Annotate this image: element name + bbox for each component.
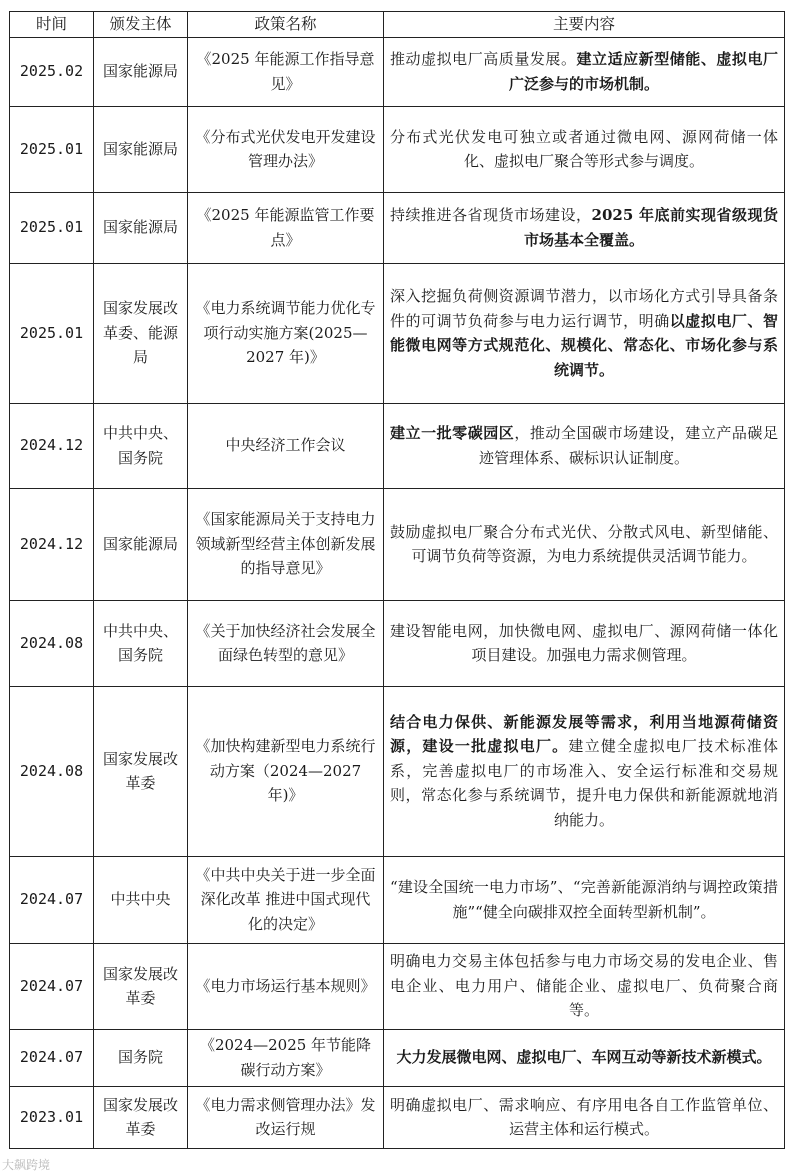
row-policy-name: 《国家能源局关于支持电力领域新型经营主体创新发展的指导意见》 bbox=[188, 488, 384, 600]
policy-table bbox=[9, 11, 785, 1149]
content-text: “建设全国统一电力市场”、“完善新能源消纳与调控政策措施”“健全向碳排双控全面转型新机制”。 bbox=[390, 878, 778, 921]
table-row bbox=[10, 403, 785, 488]
row-content bbox=[384, 686, 785, 856]
table-row bbox=[10, 263, 785, 403]
content-text: ，推动全国碳市场建设，建立产品碳足迹管理体系、碳标识认证制度。 bbox=[478, 424, 778, 467]
row-issuer: 国家能源局 bbox=[94, 37, 188, 106]
row-policy-name: 中央经济工作会议 bbox=[188, 403, 384, 488]
content-text: 深入挖掘负荷侧资源调节潜力，以市场化方式引导具备条件的可调节负荷参与电力运行调节，明确 bbox=[390, 287, 778, 330]
row-policy-name: 《2024—2025 年节能降碳行动方案》 bbox=[188, 1029, 384, 1086]
table-row bbox=[10, 856, 785, 943]
row-policy-name: 《电力系统调节能力优化专项行动实施方案(2025—2027 年)》 bbox=[188, 263, 384, 403]
row-date: 2024.07 bbox=[10, 856, 94, 943]
content-emphasis: 大力发展微电网、虚拟电厂、车网互动等新技术新模式。 bbox=[396, 1048, 772, 1067]
row-issuer: 中共中央、国务院 bbox=[94, 600, 188, 686]
watermark: 大飙跨境 bbox=[2, 1158, 51, 1172]
content-text: 分布式光伏发电可独立或者通过微电网、源网荷储一体化、虚拟电厂聚合等形式参与调度。 bbox=[390, 127, 778, 170]
header-policy-name: 政策名称 bbox=[188, 12, 384, 38]
header-row bbox=[10, 12, 785, 38]
row-content bbox=[384, 37, 785, 106]
table-row bbox=[10, 1086, 785, 1148]
table-row bbox=[10, 686, 785, 856]
content-text: 持续推进各省现货市场建设， bbox=[390, 206, 592, 224]
row-content bbox=[384, 263, 785, 403]
table-row bbox=[10, 192, 785, 263]
row-date: 2024.07 bbox=[10, 943, 94, 1029]
row-issuer: 国家发展改革委、能源局 bbox=[94, 263, 188, 403]
content-text: 明确电力交易主体包括参与电力市场交易的发电企业、售电企业、电力用户、储能企业、虚拟电厂、负荷聚合商等。 bbox=[390, 952, 778, 1020]
content-text: 推动虚拟电厂高质量发展。 bbox=[390, 50, 577, 68]
row-issuer: 国家发展改革委 bbox=[94, 1086, 188, 1148]
row-issuer: 国务院 bbox=[94, 1029, 188, 1086]
row-date: 2024.12 bbox=[10, 403, 94, 488]
header-date: 时间 bbox=[10, 12, 94, 38]
content-emphasis: 建立适应新型储能、虚拟电厂广泛参与的市场机制。 bbox=[508, 50, 778, 93]
row-date: 2025.01 bbox=[10, 263, 94, 403]
content-emphasis: 结合电力保供、新能源发展等需求，利用当地源荷储资源，建设一批虚拟电厂。 bbox=[390, 712, 778, 756]
row-issuer: 国家能源局 bbox=[94, 488, 188, 600]
row-date: 2023.01 bbox=[10, 1086, 94, 1148]
row-policy-name: 《中共中央关于进一步全面深化改革 推进中国式现代化的决定》 bbox=[188, 856, 384, 943]
row-issuer: 中共中央、国务院 bbox=[94, 403, 188, 488]
row-date: 2025.01 bbox=[10, 106, 94, 192]
content-text: 鼓励虚拟电厂聚合分布式光伏、分散式风电、新型储能、可调节负荷等资源，为电力系统提供灵活调节能力。 bbox=[390, 522, 778, 565]
row-content bbox=[384, 192, 785, 263]
header-issuer: 颁发主体 bbox=[94, 12, 188, 38]
row-issuer: 国家能源局 bbox=[94, 192, 188, 263]
row-date: 2024.08 bbox=[10, 686, 94, 856]
content-emphasis: 2025 年底前实现省级现货市场基本全覆盖。 bbox=[523, 206, 778, 249]
row-issuer: 国家能源局 bbox=[94, 106, 188, 192]
row-date: 2025.02 bbox=[10, 37, 94, 106]
row-policy-name: 《电力市场运行基本规则》 bbox=[188, 943, 384, 1029]
row-content bbox=[384, 106, 785, 192]
table-row bbox=[10, 488, 785, 600]
row-content bbox=[384, 856, 785, 943]
row-issuer: 国家发展改革委 bbox=[94, 943, 188, 1029]
row-policy-name: 《关于加快经济社会发展全面绿色转型的意见》 bbox=[188, 600, 384, 686]
row-content bbox=[384, 488, 785, 600]
content-emphasis: 建立一批零碳园区 bbox=[390, 424, 515, 442]
header-content: 主要内容 bbox=[384, 12, 785, 38]
row-policy-name: 《加快构建新型电力系统行动方案（2024—2027 年)》 bbox=[188, 686, 384, 856]
row-content bbox=[384, 943, 785, 1029]
row-date: 2024.08 bbox=[10, 600, 94, 686]
row-issuer: 中共中央 bbox=[94, 856, 188, 943]
row-policy-name: 《电力需求侧管理办法》发改运行规 bbox=[188, 1086, 384, 1148]
row-date: 2024.07 bbox=[10, 1029, 94, 1086]
row-policy-name: 《2025 年能源监管工作要点》 bbox=[188, 192, 384, 263]
content-text: 建立健全虚拟电厂技术标准体系，完善虚拟电厂的市场准入、安全运行标准和交易规则，常态化参与系统调节，提升电力保供和新能源就地消纳能力。 bbox=[390, 737, 778, 829]
row-content bbox=[384, 600, 785, 686]
row-policy-name: 《分布式光伏发电开发建设管理办法》 bbox=[188, 106, 384, 192]
row-date: 2024.12 bbox=[10, 488, 94, 600]
table-row bbox=[10, 37, 785, 106]
table-row bbox=[10, 600, 785, 686]
table-row bbox=[10, 106, 785, 192]
row-date: 2025.01 bbox=[10, 192, 94, 263]
row-content bbox=[384, 1086, 785, 1148]
content-emphasis: 以虚拟电厂、智能微电网等方式规范化、规模化、常态化、市场化参与系统调节。 bbox=[390, 311, 778, 379]
table-row bbox=[10, 943, 785, 1029]
row-content bbox=[384, 1029, 785, 1086]
content-text: 建设智能电网，加快微电网、虚拟电厂、源网荷储一体化项目建设。加强电力需求侧管理。 bbox=[390, 621, 778, 664]
row-policy-name: 《2025 年能源工作指导意见》 bbox=[188, 37, 384, 106]
row-content bbox=[384, 403, 785, 488]
table-row bbox=[10, 1029, 785, 1086]
row-issuer: 国家发展改革委 bbox=[94, 686, 188, 856]
content-text: 明确虚拟电厂、需求响应、有序用电各自工作监管单位、运营主体和运行模式。 bbox=[390, 1095, 778, 1138]
